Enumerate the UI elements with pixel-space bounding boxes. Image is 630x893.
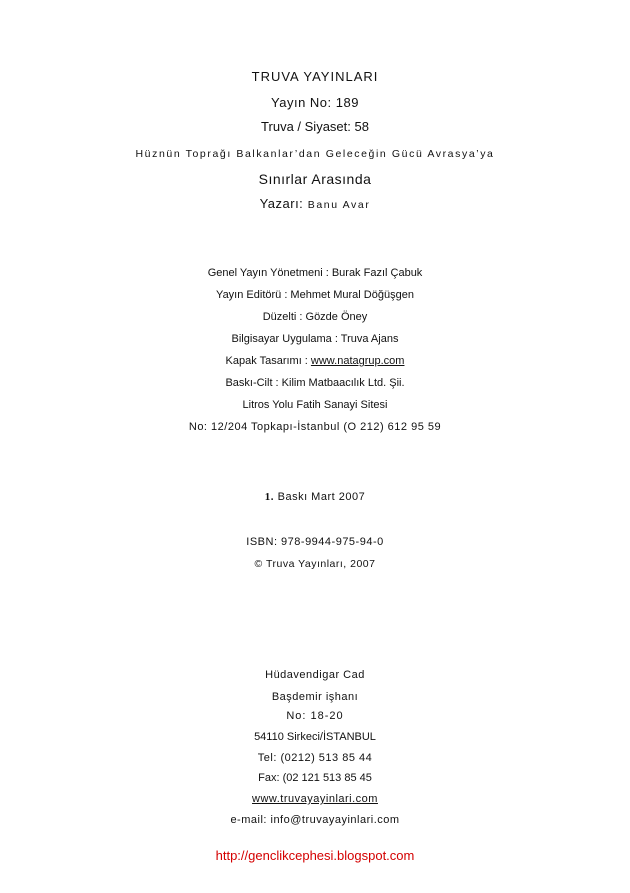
author-label: Yazarı: bbox=[259, 196, 304, 211]
general-director: Genel Yayın Yönetmeni : Burak Fazıl Çabuk bbox=[207, 267, 423, 279]
printing-address: Litros Yolu Fatih Sanayi Sitesi bbox=[242, 399, 388, 411]
editor: Yayın Editörü : Mehmet Mural Döğüşgen bbox=[216, 289, 414, 301]
blog-url-link[interactable]: http://genclikcephesi.blogspot.com bbox=[215, 848, 415, 863]
address-city: 54110 Sirkeci/İSTANBUL bbox=[254, 731, 376, 743]
phone: Tel: (0212) 513 85 44 bbox=[257, 752, 373, 764]
edition-text: Baskı Mart 2007 bbox=[277, 491, 366, 503]
cover-design bbox=[0, 356, 630, 367]
proofreading: Düzelti : Gözde Öney bbox=[262, 311, 368, 323]
computer-layout: Bilgisayar Uygulama : Truva Ajans bbox=[231, 333, 399, 345]
publication-number: Yayın No: 189 bbox=[271, 95, 359, 110]
address-number: No: 18-20 bbox=[286, 710, 344, 722]
book-title: Sınırlar Arasında bbox=[258, 171, 372, 187]
copyright: © Truva Yayınları, 2007 bbox=[254, 558, 376, 570]
printing: Baskı-Cilt : Kilim Matbaacılık Ltd. Şii. bbox=[225, 377, 405, 389]
fax: Fax: (02 121 513 85 45 bbox=[258, 772, 372, 784]
isbn: ISBN: 978-9944-975-94-0 bbox=[246, 536, 384, 548]
book-subtitle: Hüznün Toprağı Balkanlar’dan Geleceğin Gücü Avrasya’ya bbox=[135, 148, 495, 160]
author-line bbox=[0, 196, 630, 212]
author-name: Banu Avar bbox=[307, 199, 371, 211]
edition bbox=[0, 492, 630, 503]
edition-number: 1. bbox=[264, 491, 275, 503]
cover-design-link[interactable]: www.natagrup.com bbox=[310, 355, 405, 367]
printing-address-phone: No: 12/204 Topkapı-İstanbul (O 212) 612 95 59 bbox=[188, 421, 442, 433]
publisher-name: TRUVA YAYINLARI bbox=[251, 69, 379, 84]
series-number: Truva / Siyaset: 58 bbox=[261, 119, 369, 134]
publisher-email: e-mail: info@truvayayinlari.com bbox=[230, 814, 400, 826]
address-building: Başdemir işhanı bbox=[271, 691, 359, 703]
publisher-website-link[interactable]: www.truvayayinlari.com bbox=[252, 793, 378, 805]
address-street: Hüdavendigar Cad bbox=[265, 669, 365, 681]
cover-design-label: Kapak Tasarımı : bbox=[225, 355, 311, 367]
